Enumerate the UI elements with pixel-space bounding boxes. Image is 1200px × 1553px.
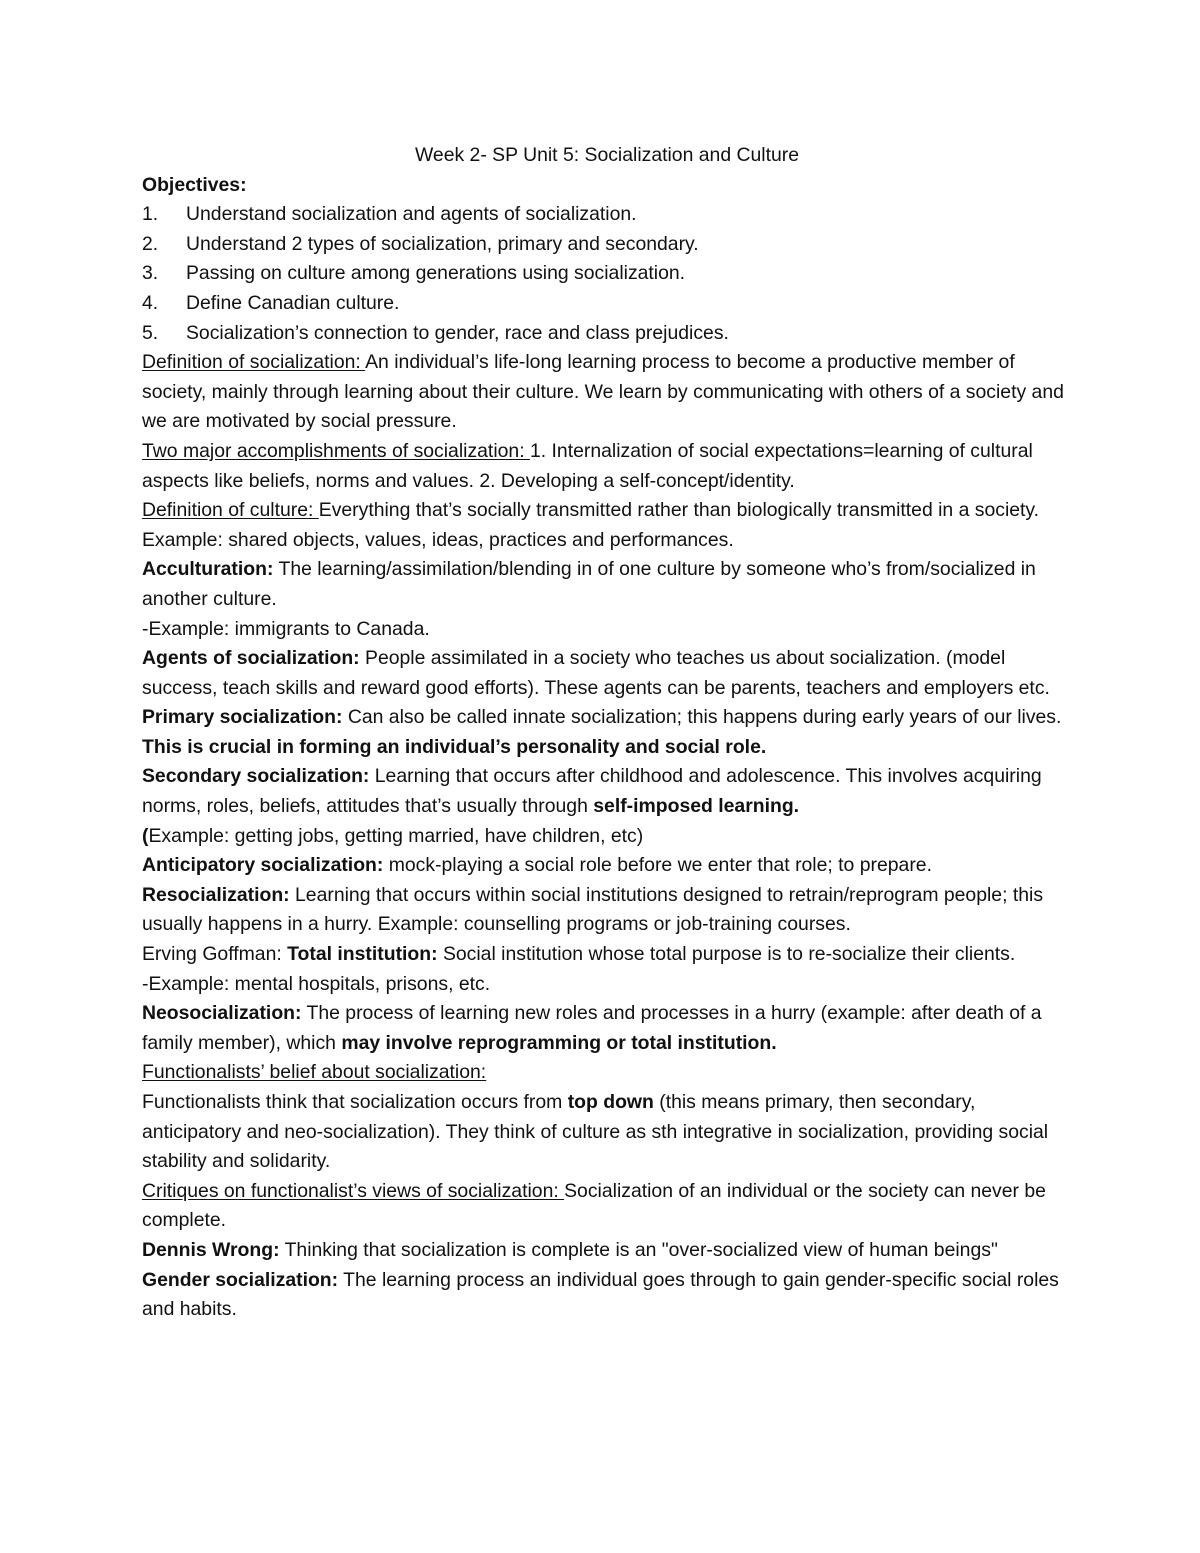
term-emphasis: may involve reprogramming or total institution.: [341, 1031, 777, 1054]
objectives-heading: Objectives:: [142, 173, 247, 196]
objectives-list: [142, 200, 1072, 348]
total-institution-example: -Example: mental hospitals, prisons, etc.: [142, 972, 491, 995]
term-text: mock-playing a social role before we enter that role; to prepare.: [383, 854, 932, 877]
dennis-wrong: [142, 1236, 1072, 1266]
agents-of-socialization: [142, 644, 1072, 703]
objective-text: Socialization’s connection to gender, race and class prejudices.: [186, 321, 729, 344]
term-label: Resocialization:: [142, 883, 290, 906]
term-label: Anticipatory socialization:: [142, 854, 384, 877]
objective-number: 1.: [142, 203, 159, 226]
term-label: Two major accomplishments of socialization:: [142, 439, 530, 462]
term-label: Agents of socialization:: [142, 647, 360, 670]
term-text: Social institution whose total purpose is to re-socialize their clients.: [437, 943, 1016, 966]
objective-text: Understand 2 types of socialization, primary and secondary.: [186, 232, 699, 255]
term-text: The learning process an individual goes through to gain gender-specific social roles and habits.: [142, 1268, 1059, 1321]
term-text: The learning/assimilation/blending in of one culture by someone who’s from/socialized in another culture.: [142, 558, 1036, 610]
objective-item: [142, 230, 1072, 260]
term-text: Learning that occurs within social institutions designed to retrain/reprogram people; this usually happens in a hurry. Example: counselling programs or job-training courses.: [142, 883, 1044, 936]
objective-number: 2.: [142, 232, 159, 255]
term-text: Thinking that socialization is complete is an "over-socialized view of human beings": [279, 1238, 998, 1261]
secondary-socialization-example: [142, 822, 1072, 852]
major-accomplishments: [142, 437, 1072, 496]
term-label: Neosocialization:: [142, 1002, 302, 1025]
acculturation-example: -Example: immigrants to Canada.: [142, 617, 430, 640]
example-text: Example: getting jobs, getting married, have children, etc): [148, 824, 644, 847]
neosocialization: [142, 999, 1072, 1058]
objective-number: 3.: [142, 262, 159, 285]
paren-open: (: [142, 824, 149, 847]
objective-text: Understand socialization and agents of socialization.: [186, 203, 637, 226]
term-label: Primary socialization:: [142, 706, 343, 729]
term-text: (this means primary, then secondary, anticipatory and neo-socialization). They think of culture as sth integrative in socialization, providing social stability and solidarity.: [142, 1091, 1049, 1173]
objective-item: [142, 259, 1072, 289]
term-label: Total institution:: [287, 943, 438, 966]
gender-socialization: [142, 1266, 1072, 1325]
term-emphasis: This is crucial in forming an individual’s personality and social role.: [142, 735, 767, 758]
objective-text: Define Canadian culture.: [186, 291, 400, 314]
secondary-socialization: [142, 762, 1072, 821]
term-label: Secondary socialization:: [142, 765, 370, 788]
objective-text: Passing on culture among generations using socialization.: [186, 262, 686, 285]
objective-item: [142, 289, 1072, 319]
term-text: People assimilated in a society who teaches us about socialization. (model success, teach skills and reward good efforts). These agents can be parents, teachers and employers etc.: [142, 647, 1050, 699]
term-text: Learning that occurs after childhood and adolescence. This involves acquiring norms, roles, beliefs, attitudes that’s usually through: [142, 765, 1042, 818]
term-text: The process of learning new roles and processes in a hurry (example: after death of a family member), which: [142, 1002, 1042, 1054]
term-label: Critiques on functionalist’s views of socialization:: [142, 1179, 565, 1202]
document-title: Week 2- SP Unit 5: Socialization and Culture: [414, 144, 800, 166]
anticipatory-socialization: [142, 851, 1072, 881]
total-institution: [142, 940, 1072, 970]
term-label: Definition of socialization:: [142, 351, 366, 374]
functionalists-belief: [142, 1088, 1072, 1177]
objective-number: 5.: [142, 321, 159, 344]
term-emphasis: self-imposed learning.: [593, 795, 800, 818]
resocialization: [142, 881, 1072, 940]
definition-socialization: [142, 348, 1072, 437]
acculturation: [142, 555, 1072, 614]
term-text: 1. Internalization of social expectations=learning of cultural aspects like beliefs, norms and values. 2. Developing a self-concept/identity.: [142, 439, 1033, 492]
term-text: An individual’s life-long learning process to become a productive member of society, mainly through learning about their culture. We learn by communicating with others of a society and we are motivated by social pressure.: [142, 351, 1064, 433]
objective-item: [142, 200, 1072, 230]
term-text: Can also be called innate socialization; this happens during early years of our lives.: [342, 706, 1062, 729]
term-label: Dennis Wrong:: [142, 1238, 280, 1261]
document-page: [142, 141, 1072, 1325]
term-prefix: Erving Goffman:: [142, 943, 288, 966]
primary-socialization: [142, 703, 1072, 762]
objective-number: 4.: [142, 291, 159, 314]
term-text: Socialization of an individual or the society can never be complete.: [142, 1179, 1046, 1232]
objective-item: [142, 319, 1072, 349]
definition-culture: [142, 496, 1072, 555]
functionalists-heading: Functionalists’ belief about socialization:: [142, 1061, 487, 1084]
term-emphasis: top down: [567, 1091, 654, 1113]
term-text: Everything that’s socially transmitted rather than biologically transmitted in a society. Example: shared objects, values, ideas, practices and performances.: [142, 499, 1040, 551]
term-label: Definition of culture:: [142, 499, 319, 522]
term-text: Functionalists think that socialization occurs from: [142, 1091, 568, 1113]
term-label: Acculturation:: [142, 558, 274, 581]
functionalist-critiques: [142, 1177, 1072, 1236]
term-label: Gender socialization:: [142, 1268, 339, 1291]
